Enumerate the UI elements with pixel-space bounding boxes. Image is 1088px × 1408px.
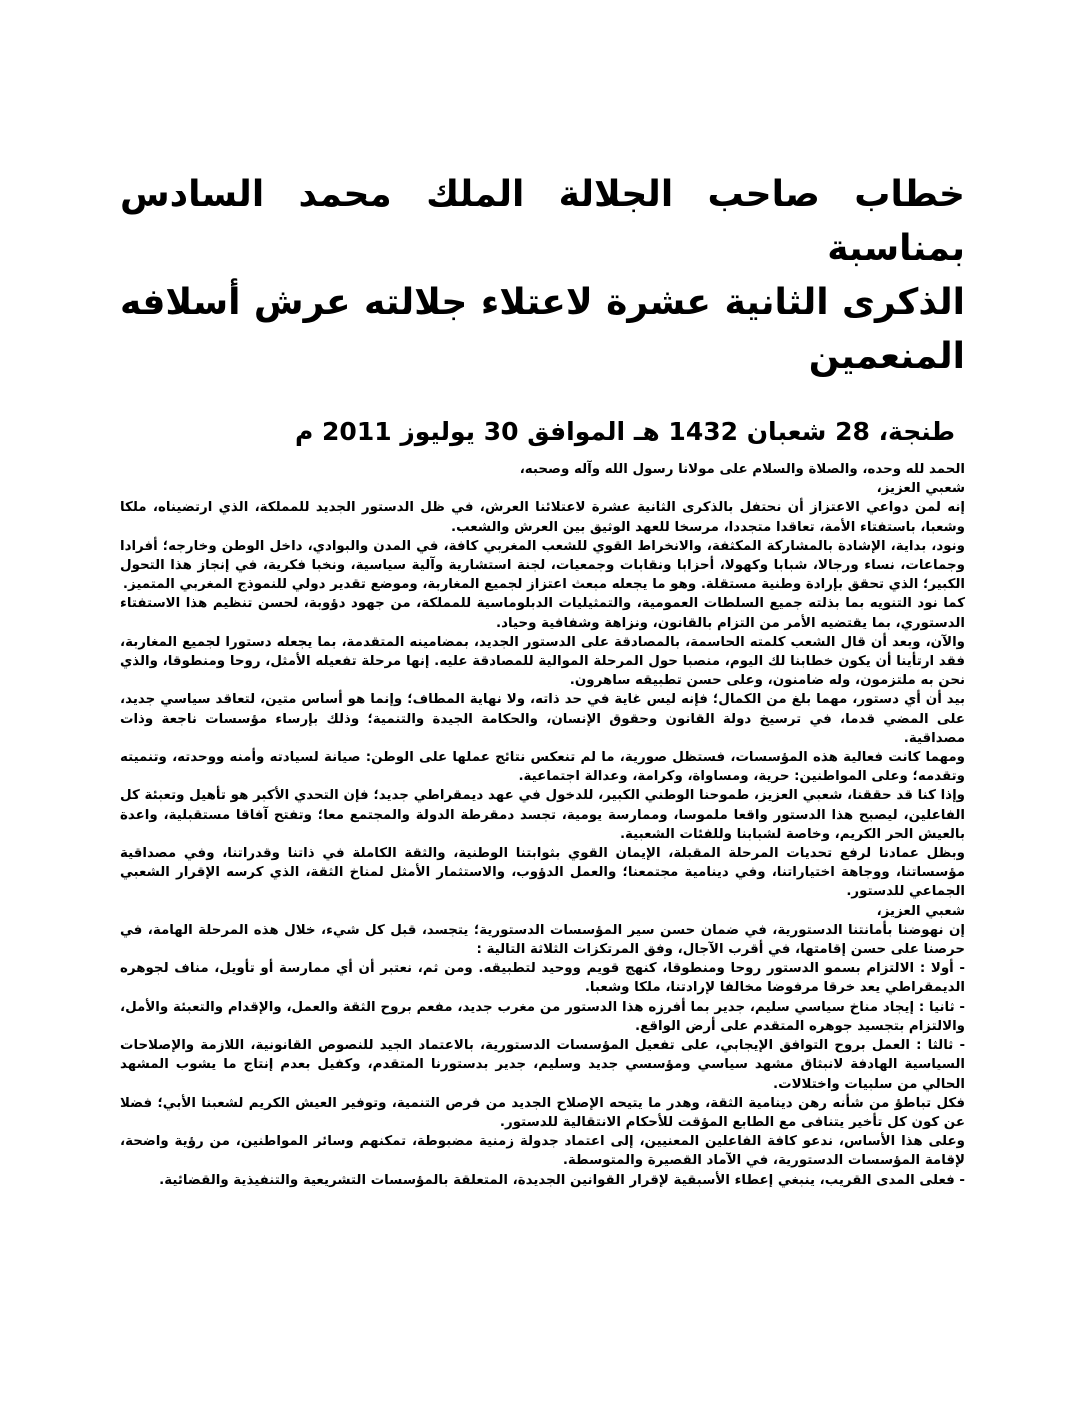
paragraph: كما نود التنويه بما بذلته جميع السلطات العمومية، والتمثيليات الدبلوماسية للمملكة، من جهود دؤوبة، لحسن تنظيم هذا الاستفتاء الدستوري، بما يقتضيه الأمر من التزام بالقانون، ونزاهة وشفافية وحياد. xyxy=(120,596,965,631)
list-item-near-term: - فعلى المدى القريب، ينبغي إعطاء الأسبقية لإقرار القوانين الجديدة، المتعلقة بالمؤسسات التشريعية والتنفيذية والقضائية. xyxy=(159,1172,965,1188)
paragraph: والآن، وبعد أن قال الشعب كلمته الحاسمة، بالمصادقة على الدستور الجديد، بمضامينه المتقدمة، بما يجعله دستورا لجميع المغاربة، فقد ارتأينا أن يكون خطابنا لك اليوم، منصبا حول المرحلة الموالية للمصادقة عليه. إنها مرحلة تفعيله الأمثل، روحا ومنطوقا، والذي نحن به ملتزمون، وله ضامنون، وعلى حسن تطبيقه ساهرون. xyxy=(120,634,965,689)
paragraph: وإذا كنا قد حققنا، شعبي العزيز، طموحنا الوطني الكبير، للدخول في عهد ديمقراطي جديد؛ فإن التحدي الأكبر هو تأهيل وتعبئة كل الفاعلين، ليصبح هذا الدستور واقعا ملموسا، وممارسة يومية، تجسد دمقرطة الدولة والمجتمع معا؛ وتفتح آفاقا مستقبلية، واعدة بالعيش الحر الكريم، وخاصة لشبابنا وللفئات الشعبية. xyxy=(120,788,965,842)
paragraph-salutation: شعبي العزيز، xyxy=(876,481,965,497)
speech-dateline: طنجة، 28 شعبان 1432 هـ الموافق 30 يوليوز 2011 م xyxy=(295,417,955,446)
paragraph: بيد أن أي دستور، مهما بلغ من الكمال؛ فإنه ليس غاية في حد ذاته، ولا نهاية المطاف؛ وإنما هو أساس متين، لتعاقد سياسي جديد، على المضي قدما، في ترسيخ دولة القانون وحقوق الإنسان، والحكامة الجيدة والتنمية؛ وذلك بإرساء مؤسسات ناجعة وذات مصداقية. xyxy=(120,692,965,746)
paragraph: إنه لمن دواعي الاعتزاز أن نحتفل بالذكرى الثانية عشرة لاعتلائنا العرش، في ظل الدستور الجديد للمملكة، الذي ارتضيناه، ملكا وشعبا، باستفتاء الأمة، تعاقدا متجددا، مرسخا للعهد الوثيق بين العرش والشعب. xyxy=(120,500,965,535)
paragraph-salutation: شعبي العزيز، xyxy=(876,903,965,919)
list-item-first: - أولا : الالتزام بسمو الدستور روحا ومنطوقا، كنهج قويم ووحيد لتطبيقه. ومن ثم، نعتبر أن أي ممارسة أو تأويل، مناف لجوهره الديمقراطي يعد خرقا مرفوضا مخالفا لإرادتنا، ملكا وشعبا. xyxy=(120,961,965,996)
paragraph-opening: الحمد لله وحده، والصلاة والسلام على مولانا رسول الله وآله وصحبه، xyxy=(519,462,965,477)
paragraph: فكل تباطؤ من شأنه رهن دينامية الثقة، وهدر ما يتيحه الإصلاح الجديد من فرص التنمية، وتوفير العيش الكريم لشعبنا الأبي؛ فضلا عن كون كل تأخير يتنافى مع الطابع المؤقت للأحكام الانتقالية للدستور. xyxy=(120,1095,965,1130)
paragraph: ونود، بداية، الإشادة بالمشاركة المكثفة، والانخراط القوي للشعب المغربي كافة، في المدن والبوادي، داخل الوطن وخارجه؛ أفرادا وجماعات، نساء ورجالا، شبابا وكهولا، أحزابا ونقابات وجمعيات، لجنة استشارية وآلية سياسية، ونخبا فكرية، في إنجاز هذا التحول الكبير؛ الذي تحقق بإرادة وطنية مستقلة. وهو ما يجعله مبعث اعتزاز لجميع المغاربة، وموضع تقدير دولي للنموذج المغربي المتميز. xyxy=(120,538,965,593)
list-item-third: - ثالثا : العمل بروح التوافق الإيجابي، على تفعيل المؤسسات الدستورية، بالاعتماد الجيد للنصوص القانونية، اللازمة والإصلاحات السياسية الهادفة لانبثاق مشهد سياسي ومؤسسي جديد وسليم، جدير بدستورنا المتقدم، وكفيل بعدم إنتاج ما يشوب المشهد الحالي من سلبيات واختلالات. xyxy=(120,1038,965,1092)
speech-title xyxy=(120,168,965,384)
speech-body xyxy=(120,460,965,1190)
paragraph: وعلى هذا الأساس، ندعو كافة الفاعلين المعنيين، إلى اعتماد جدولة زمنية مضبوطة، تمكنهم وسائر المواطنين، من رؤية واضحة، لإقامة المؤسسات الدستورية، في الآماد القصيرة والمتوسطة. xyxy=(120,1134,965,1169)
paragraph: وبظل عمادنا لرفع تحديات المرحلة المقبلة، الإيمان القوي بثوابتنا الوطنية، والثقة الكاملة في ذاتنا وقدراتنا، وفي مصداقية مؤسساتنا، ووجاهة اختياراتنا، وفي دينامية مجتمعنا؛ والعمل الدؤوب، والاستثمار الأمثل لمناخ الثقة، الذي كرسه الإقرار الشعبي الجماعي للدستور. xyxy=(120,846,965,900)
paragraph: إن نهوضنا بأمانتنا الدستورية، في ضمان حسن سير المؤسسات الدستورية؛ يتجسد، قبل كل شيء، خلال هذه المرحلة الهامة، في حرصنا على حسن إقامتها، في أقرب الآجال، وفق المرتكزات الثلاثة التالية : xyxy=(120,922,965,958)
speech-title-line-1: خطاب صاحب الجلالة الملك محمد السادس بمناسبة xyxy=(120,174,965,269)
speech-title-line-2: الذكرى الثانية عشرة لاعتلاء جلالته عرش أسلافه المنعمين xyxy=(120,282,965,377)
list-item-second: - ثانيا : إيجاد مناخ سياسي سليم، جدير بما أفرزه هذا الدستور من مغرب جديد، مفعم بروح الثقة والعمل، والإقدام والتعبئة والأمل، والالتزام بتجسيد جوهره المتقدم على أرض الواقع. xyxy=(120,999,965,1034)
paragraph: ومهما كانت فعالية هذه المؤسسات، فستظل صورية، ما لم تنعكس نتائج عملها على الوطن: صيانة لسيادته وأمنه ووحدته، وتنميته وتقدمه؛ وعلى المواطنين: حرية، ومساواة، وكرامة، وعدالة اجتماعية. xyxy=(120,750,965,785)
speech-page xyxy=(120,168,965,1190)
